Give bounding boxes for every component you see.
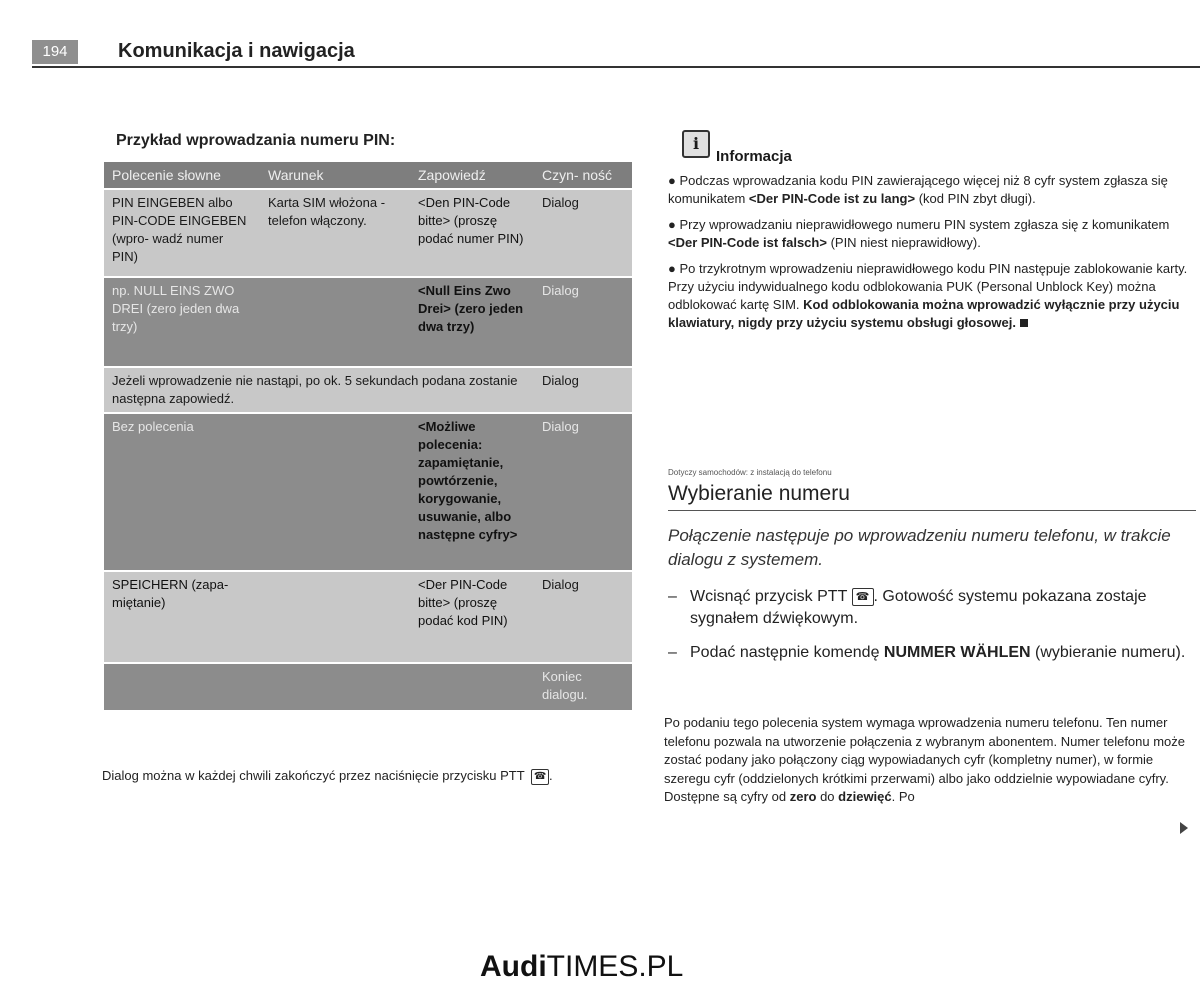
announcement-cell: <Możliwe polecenia: zapamiętanie, powtórzenie, korygowanie, usuwanie, albo następne cyfry> — [410, 413, 534, 571]
announcement-cell: <Der PIN-Code bitte> (proszę podać kod PIN) — [410, 571, 534, 663]
condition-cell — [260, 571, 410, 663]
action-cell: Dialog — [534, 277, 632, 367]
column-header: Polecenie słowne — [104, 162, 260, 189]
pin-entry-table — [104, 162, 632, 712]
body-paragraph: Po podaniu tego polecenia system wymaga wprowadzenia numeru telefonu. Ten numer telefonu pozwala na utworzenie połączenia z wybranym abonentem. Numer telefonu może zostać podany jako połączony ciąg wypowiadanych cyfr (kompletny numer), w formie szeregu cyfr (oddzielonych krótkimi przerwami) albo jako oddzielnie wypowiadane cyfry. Dostępne są cyfry od zero do dziewięć. Po — [664, 715, 1186, 804]
continue-arrow-icon — [1180, 822, 1188, 834]
chapter-title: Komunikacja i nawigacja — [118, 40, 355, 62]
table-header-row — [104, 162, 632, 189]
info-bullet: ● Podczas wprowadzania kodu PIN zawierającego więcej niż 8 cyfr system zgłasza się komunikatem <Der PIN-Code ist zu lang> (kod PIN zbyt długi). — [668, 173, 1168, 206]
command-cell: Bez polecenia — [104, 413, 260, 571]
applies-to-note: Dotyczy samochodów: z instalacją do telefonu — [668, 468, 832, 477]
table-row — [104, 413, 632, 571]
section-lead: Połączenie następuje po wprowadzeniu numeru telefonu, w trakcie dialogu z systemem. — [668, 526, 1171, 569]
steps-list — [668, 586, 1192, 676]
info-list — [668, 172, 1194, 340]
command-cell: SPEICHERN (zapa- miętanie) — [104, 571, 260, 663]
action-cell: Dialog — [534, 367, 632, 413]
command-cell — [104, 663, 260, 711]
span-note-cell: Jeżeli wprowadzenie nie nastąpi, po ok. 5 sekundach podana zostanie następna zapowiedź. — [104, 367, 534, 413]
ptt-button-icon: ☎ — [852, 588, 874, 606]
info-bullet: ● Przy wprowadzaniu nieprawidłowego numeru PIN system zgłasza się z komunikatem <Der PIN-Code ist falsch> (PIN niest nieprawidłowy). — [668, 217, 1170, 250]
action-cell: Koniec dialogu. — [534, 663, 632, 711]
action-cell: Dialog — [534, 571, 632, 663]
table-row — [104, 277, 632, 367]
section-rule — [668, 510, 1196, 511]
column-header: Warunek — [260, 162, 410, 189]
ptt-button-icon: ☎ — [531, 769, 549, 785]
table-row — [104, 367, 632, 413]
command-cell: PIN EINGEBEN albo PIN-CODE EINGEBEN (wpro- wadź numer PIN) — [104, 189, 260, 277]
condition-cell: Karta SIM włożona - telefon włączony. — [260, 189, 410, 277]
condition-cell — [260, 413, 410, 571]
action-cell: Dialog — [534, 189, 632, 277]
page-number: 194 — [32, 40, 78, 64]
announcement-cell — [410, 663, 534, 711]
footer-logo: AudiTIMES.PL — [480, 950, 684, 983]
header-rule — [32, 66, 1200, 68]
column-header: Zapowiedź — [410, 162, 534, 189]
info-bullet: ● Po trzykrotnym wprowadzeniu nieprawidłowego kodu PIN następuje zablokowanie karty. Przy użyciu indywidualnego kodu odblokowania PUK (Personal Unblock Key) można odblokować kartę SIM. Kod odblokowania można wprowadzić wyłącznie przy użyciu klawiatury, nigdy przy użyciu systemu obsługi głosowej. — [668, 261, 1188, 330]
table-row — [104, 571, 632, 663]
section-title: Wybieranie numeru — [668, 482, 850, 505]
action-cell: Dialog — [534, 413, 632, 571]
table-row — [104, 189, 632, 277]
condition-cell — [260, 663, 410, 711]
step-item: – Wcisnąć przycisk PTT ☎ . Gotowość systemu pokazana zostaje sygnałem dźwiękowym. — [668, 588, 1147, 627]
dialog-end-note — [102, 766, 622, 785]
info-title: Informacja — [716, 148, 792, 165]
announcement-cell: <Den PIN-Code bitte> (proszę podać numer PIN) — [410, 189, 534, 277]
command-cell: np. NULL EINS ZWO DREI (zero jeden dwa trzy) — [104, 277, 260, 367]
condition-cell — [260, 277, 410, 367]
table-row — [104, 663, 632, 711]
note-end: . — [549, 768, 553, 783]
column-header: Czyn- ność — [534, 162, 632, 189]
example-title: Przykład wprowadzania numeru PIN: — [116, 132, 396, 149]
note-text: Dialog można w każdej chwili zakończyć przez naciśnięcie przycisku PTT — [102, 768, 525, 783]
step-item: – Podać następnie komendę NUMMER WÄHLEN (wybieranie numeru). — [668, 644, 1186, 661]
info-icon: i — [682, 130, 710, 158]
announcement-cell: <Null Eins Zwo Drei> (zero jeden dwa trzy) — [410, 277, 534, 367]
end-of-section-icon — [1020, 319, 1028, 327]
